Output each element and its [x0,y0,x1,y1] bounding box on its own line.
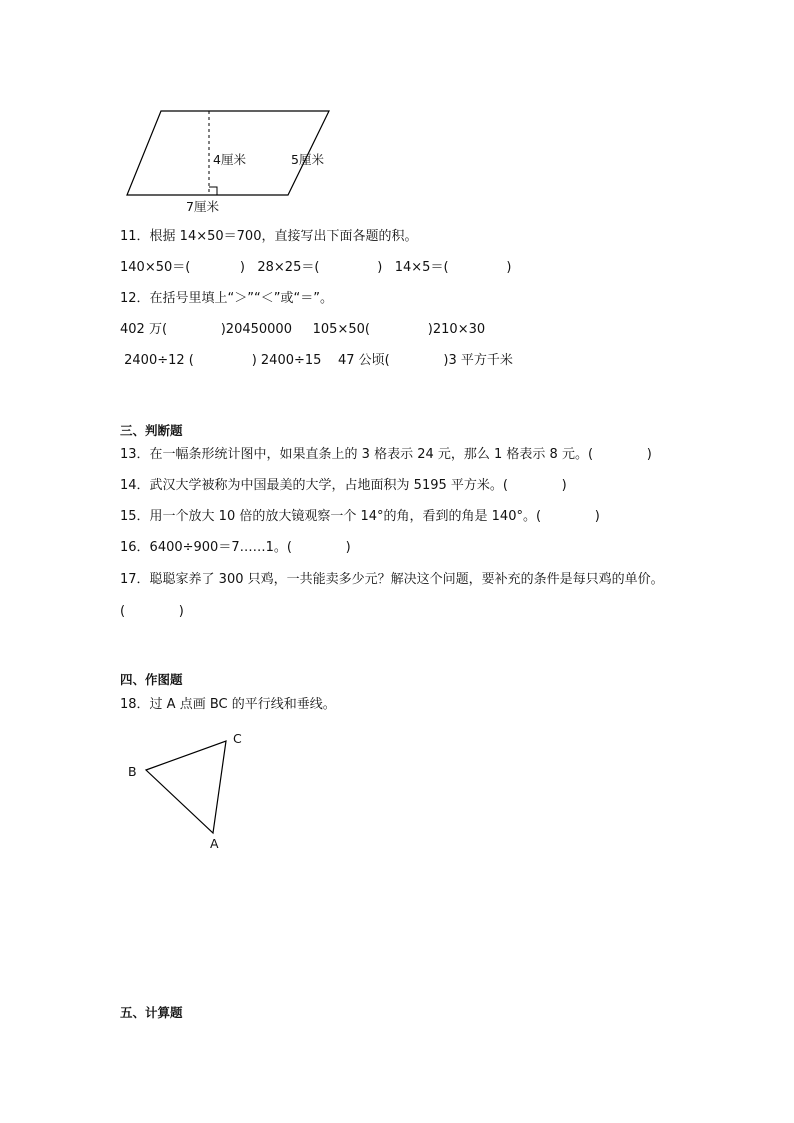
q17-text: 17．聪聪家养了 300 只鸡，一共能卖多少元？解决这个问题，要补充的条件是每只鸡的单价。 [120,572,664,587]
section3-title: 三、判断题 [120,423,183,438]
q11-text: 11．根据 14×50＝700，直接写出下面各题的积。 [120,229,418,244]
label-b: B [128,764,137,779]
q13-text: 13．在一幅条形统计图中，如果直条上的 3 格表示 24 元，那么 1 格表示 8 元。( ) [120,447,652,462]
section4-title: 四、作图题 [120,672,183,687]
q15-text: 15．用一个放大 10 倍的放大镜观察一个 14°的角，看到的角是 140°。( ) [120,509,600,524]
q12-line1: 402 万( )20450000 105×50( )210×30 [120,322,486,337]
q14-text: 14．武汉大学被称为中国最美的大学，占地面积为 5195 平方米。( ) [120,478,567,493]
height-label: 4厘米 [213,152,246,167]
right-angle-mark [209,187,217,195]
q12-line2: 2400÷12 ( ) 2400÷15 47 公顷( )3 平方千米 [120,353,513,368]
q18-text: 18．过 A 点画 BC 的平行线和垂线。 [120,697,336,712]
q17-blank: ( ) [120,604,184,619]
q16-text: 16．6400÷900＝7……1。( ) [120,540,351,555]
label-a: A [210,836,219,851]
base-label: 7厘米 [186,199,219,214]
section5-title: 五、计算题 [120,1005,183,1020]
triangle-abc [146,741,226,833]
side-label: 5厘米 [291,152,324,167]
q11-line: 140×50＝( ) 28×25＝( ) 14×5＝( ) [120,260,512,275]
label-c: C [233,731,242,746]
q12-text: 12．在括号里填上“＞”“＜”或“＝”。 [120,291,333,306]
